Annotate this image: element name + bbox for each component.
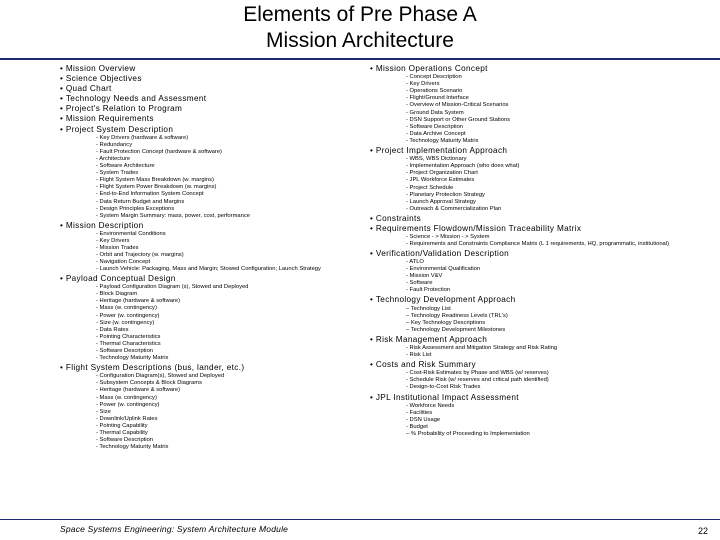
outline-section <box>60 64 365 74</box>
outline-section <box>370 224 715 248</box>
outline-section <box>60 104 365 114</box>
sub-bullet-item: - DSN Usage <box>406 416 441 423</box>
sub-bullet-item: - WBS, WBS Dictionary <box>406 156 467 163</box>
bullet-heading: • Project System Description <box>60 125 365 135</box>
title-divider <box>0 58 720 60</box>
sub-bullet-item: - Key Drivers <box>406 81 440 88</box>
right-column <box>370 64 715 439</box>
sub-bullet-item: - Mission Trades <box>96 245 139 252</box>
sub-bullet-item: - End-to-End Information System Concept <box>96 191 204 198</box>
sub-bullet-item: - Pointing Characteristics <box>96 333 161 340</box>
sub-bullet-item: - Mass (w. contingency) <box>96 394 157 401</box>
sub-bullet-item: - Data Return Budget and Margins <box>96 198 185 205</box>
sub-bullet-list <box>60 373 365 451</box>
sub-bullet-item: - JPL Workforce Estimates <box>406 177 475 184</box>
sub-bullet-item: - Budget <box>406 423 428 430</box>
sub-bullet-item: - Architecture <box>96 155 131 162</box>
sub-bullet-item: - Size <box>96 408 111 415</box>
sub-bullet-item: - Launch Vehicle: Packaging, Mass and Margin; Stowed Configuration; Launch Strategy <box>96 266 321 273</box>
sub-bullet-list <box>370 234 715 248</box>
sub-bullet-item: – % Probability of Proceeding to Implementation <box>406 431 530 438</box>
bullet-heading: • Project Implementation Approach <box>370 146 715 156</box>
outline-section <box>60 114 365 124</box>
bullet-heading: • Mission Overview <box>60 64 365 74</box>
sub-bullet-item: - Flight/Ground Interface <box>406 95 469 102</box>
sub-bullet-list <box>60 284 365 362</box>
outline-section <box>370 393 715 439</box>
sub-bullet-item: - Heritage (hardware & software) <box>96 298 181 305</box>
bullet-heading: • Risk Management Approach <box>370 335 715 345</box>
bullet-heading: • Project's Relation to Program <box>60 104 365 114</box>
sub-bullet-item: - Key Drivers <box>96 237 130 244</box>
sub-bullet-item: - Mass (w. contingency) <box>96 305 157 312</box>
bullet-heading: • Mission Operations Concept <box>370 64 715 74</box>
sub-bullet-item: - Configuration Diagram(s), Stowed and Deployed <box>96 373 225 380</box>
bullet-heading: • Flight System Descriptions (bus, lander, etc.) <box>60 363 365 373</box>
sub-bullet-item: - Outreach & Commercialization Plan <box>406 205 502 212</box>
sub-bullet-item: - Subsystem Concepts & Block Diagrams <box>96 380 202 387</box>
sub-bullet-list <box>370 156 715 213</box>
sub-bullet-item: - Technology Maturity Matrix <box>96 444 169 451</box>
sub-bullet-item: - Operations Scenario <box>406 88 463 95</box>
sub-bullet-list <box>370 370 715 391</box>
bullet-heading: • JPL Institutional Impact Assessment <box>370 393 715 403</box>
page-number: 22 <box>697 526 708 536</box>
sub-bullet-list <box>370 306 715 334</box>
sub-bullet-item: - Science - > Mission - > System <box>406 234 490 241</box>
sub-bullet-item: - Planetary Protection Strategy <box>406 191 485 198</box>
title-line-1: Elements of Pre Phase A <box>243 3 477 26</box>
sub-bullet-item: - Software Description <box>406 123 464 130</box>
sub-bullet-item: - Overview of Mission-Critical Scenarios <box>406 102 509 109</box>
bullet-heading: • Technology Development Approach <box>370 295 715 305</box>
bullet-heading: • Mission Description <box>60 221 365 231</box>
sub-bullet-item: - Flight System Mass Breakdown (w. margins) <box>96 177 214 184</box>
sub-bullet-item: - Requirements and Constraints Compliance Matrix (L 1 requirements, HQ, programmatic, institutional) <box>406 241 669 248</box>
sub-bullet-item: - Ground Data System <box>406 109 464 116</box>
outline-section <box>370 249 715 295</box>
sub-bullet-item: - Power (w. contingency) <box>96 312 160 319</box>
outline-section <box>370 146 715 213</box>
sub-bullet-item: – Key Technology Descriptions <box>406 319 486 326</box>
sub-bullet-item: - Software Architecture <box>96 163 155 170</box>
sub-bullet-item: - Redundancy <box>96 141 133 148</box>
sub-bullet-item: - Implementation Approach (who does what) <box>406 163 520 170</box>
sub-bullet-item: - Block Diagram <box>96 291 138 298</box>
outline-section <box>60 363 365 451</box>
outline-section <box>370 64 715 145</box>
sub-bullet-item: - Heritage (hardware & software) <box>96 387 181 394</box>
sub-bullet-item: - Mission V&V <box>406 273 443 280</box>
bullet-heading: • Mission Requirements <box>60 114 365 124</box>
sub-bullet-item: – Technology Readiness Levels (TRL's) <box>406 312 508 319</box>
sub-bullet-item: - Design-to-Cost Risk Trades <box>406 384 481 391</box>
outline-section <box>60 84 365 94</box>
sub-bullet-list <box>370 74 715 145</box>
left-column <box>60 64 365 452</box>
sub-bullet-item: - Environmental Conditions <box>96 230 166 237</box>
bullet-heading: • Constraints <box>370 214 715 224</box>
outline-section <box>60 125 365 220</box>
sub-bullet-item: - Risk Assessment and Mitigation Strategy and Risk Rating <box>406 344 558 351</box>
sub-bullet-item: - Environmental Qualification <box>406 266 481 273</box>
sub-bullet-item: - Workforce Needs <box>406 402 455 409</box>
sub-bullet-item: - Pointing Capability <box>96 422 148 429</box>
sub-bullet-item: - Design Principles Exceptions <box>96 205 175 212</box>
sub-bullet-item: - Data Archive Concept <box>406 130 466 137</box>
sub-bullet-item: - Data Rates <box>96 326 129 333</box>
outline-section <box>370 360 715 391</box>
sub-bullet-item: – Technology List <box>406 305 451 312</box>
sub-bullet-item: - Project Schedule <box>406 184 454 191</box>
sub-bullet-item: - Key Drivers (hardware & software) <box>96 134 189 141</box>
sub-bullet-item: - Software Description <box>96 437 154 444</box>
sub-bullet-item: - DSN Support or Other Ground Stations <box>406 116 511 123</box>
sub-bullet-item: - Schedule Risk (w/ reserves and critical path identified) <box>406 377 549 384</box>
sub-bullet-item: - Orbit and Trajectory (w. margins) <box>96 252 184 259</box>
sub-bullet-list <box>370 403 715 438</box>
bullet-heading: • Payload Conceptual Design <box>60 274 365 284</box>
sub-bullet-list <box>370 345 715 359</box>
sub-bullet-item: - Technology Maturity Matrix <box>406 137 479 144</box>
sub-bullet-list <box>60 231 365 273</box>
sub-bullet-item: - Technology Maturity Matrix <box>96 355 169 362</box>
footer-text: Space Systems Engineering: System Architecture Module <box>60 524 289 534</box>
sub-bullet-item: - Fault Protection <box>406 287 451 294</box>
sub-bullet-item: - Cost-Risk Estimates by Phase and WBS (w/ reserves) <box>406 370 549 377</box>
sub-bullet-item: - Flight System Power Breakdown (w. margins) <box>96 184 217 191</box>
outline-section <box>60 274 365 362</box>
sub-bullet-item: - Thermal Characteristics <box>96 340 161 347</box>
sub-bullet-list <box>60 135 365 220</box>
sub-bullet-item: - Launch Approval Strategy <box>406 198 476 205</box>
outline-section <box>370 295 715 333</box>
outline-section <box>60 74 365 84</box>
sub-bullet-item: – Technology Development Milestones <box>406 326 506 333</box>
sub-bullet-item: - Software Description <box>96 347 154 354</box>
sub-bullet-item: - Downlink/Uplink Rates <box>96 415 158 422</box>
sub-bullet-item: - Power (w. contingency) <box>96 401 160 408</box>
footer-divider <box>0 519 720 520</box>
sub-bullet-item: - Risk List <box>406 352 432 359</box>
outline-section <box>60 94 365 104</box>
bullet-heading: • Science Objectives <box>60 74 365 84</box>
bullet-heading: • Verification/Validation Description <box>370 249 715 259</box>
sub-bullet-list <box>370 259 715 294</box>
bullet-heading: • Quad Chart <box>60 84 365 94</box>
sub-bullet-item: - Navigation Concept <box>96 259 151 266</box>
sub-bullet-item: - Payload Configuration Diagram (s), Stowed and Deployed <box>96 284 249 291</box>
sub-bullet-item: - Facilities <box>406 409 433 416</box>
outline-section <box>60 221 365 273</box>
title-line-2: Mission Architecture <box>266 29 454 52</box>
slide-title <box>0 0 720 54</box>
sub-bullet-item: - Thermal Capability <box>96 430 148 437</box>
sub-bullet-item: - System Trades <box>96 170 139 177</box>
bullet-heading: • Costs and Risk Summary <box>370 360 715 370</box>
sub-bullet-item: - Fault Protection Concept (hardware & software) <box>96 148 222 155</box>
sub-bullet-item: - Concept Description <box>406 74 462 81</box>
outline-section <box>370 214 715 224</box>
sub-bullet-item: - Software <box>406 280 433 287</box>
bullet-heading: • Technology Needs and Assessment <box>60 94 365 104</box>
outline-section <box>370 335 715 359</box>
sub-bullet-item: - Size (w. contingency) <box>96 319 155 326</box>
sub-bullet-item: - ATLO <box>406 258 424 265</box>
sub-bullet-item: - Project Organization Chart <box>406 170 478 177</box>
sub-bullet-item: - System Margin Summary: mass, power, cost, performance <box>96 212 250 219</box>
bullet-heading: • Requirements Flowdown/Mission Traceability Matrix <box>370 224 715 234</box>
